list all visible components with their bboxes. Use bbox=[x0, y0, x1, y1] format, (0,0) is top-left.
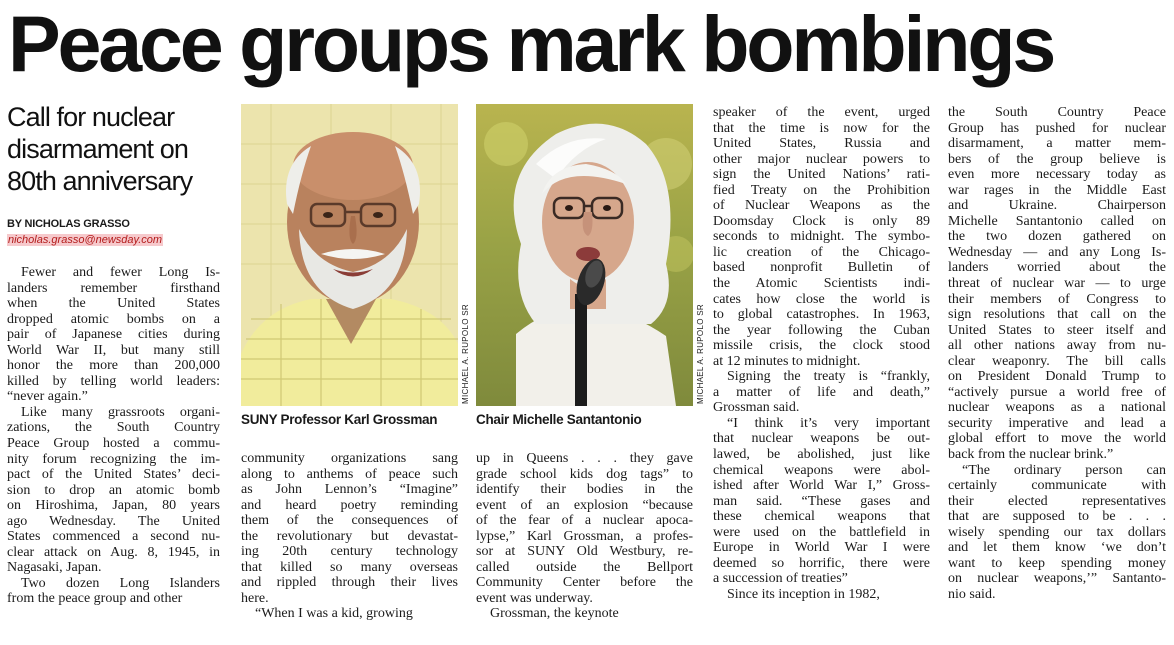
article-line: on Hiroshima, Japan, 80 years bbox=[7, 498, 220, 514]
article-column-5 bbox=[948, 105, 1166, 603]
article-line: all other nations away from nu- bbox=[948, 338, 1166, 354]
article-line: threat of nuclear war — to urge bbox=[948, 276, 1166, 292]
article-line: Grossman, the keynote bbox=[490, 606, 619, 622]
article-line: on President Donald Trump to bbox=[948, 369, 1166, 385]
article-line: States commenced a second nu- bbox=[7, 529, 220, 545]
article-line: United States to steer itself and bbox=[948, 322, 1166, 338]
article-line: clear attack on Aug. 8, 1945, in bbox=[7, 544, 220, 560]
article-column-2 bbox=[241, 451, 458, 622]
article-line: Wednesday — and any Long Is- bbox=[948, 244, 1166, 260]
article-line: other major nuclear powers to bbox=[713, 151, 930, 167]
article-line: nity forum recognizing the im- bbox=[7, 451, 220, 467]
article-line: landers worried about the bbox=[948, 260, 1166, 276]
article-column-3 bbox=[476, 451, 693, 622]
article-line: honor the more than 200,000 bbox=[7, 358, 220, 374]
article-line: the two dozen gathered on bbox=[948, 229, 1166, 245]
photo-credit: MICHAEL A. RUPOLO SR bbox=[696, 304, 705, 404]
article-line: “never again.” bbox=[7, 389, 88, 405]
article-line: ing 20th century technology bbox=[241, 544, 458, 560]
article-line: sign the United Nations’ rati- bbox=[713, 167, 930, 183]
article-line: even more necessary today as bbox=[948, 167, 1166, 183]
article-line: wisely spending our tax dollars bbox=[948, 524, 1166, 540]
article-line: as John Lennon’s “Imagine” bbox=[241, 482, 458, 498]
portrait-man-image bbox=[241, 104, 458, 406]
article-line: that the time is now for the bbox=[713, 120, 930, 136]
article-line: Fewer and fewer Long Is- bbox=[21, 265, 220, 280]
article-line: and rippled through their lives bbox=[241, 575, 458, 591]
article-column-4 bbox=[713, 105, 930, 603]
article-line: called outside the Bellport bbox=[476, 559, 693, 575]
article-line: speaker of the event, urged bbox=[713, 105, 930, 120]
article-line: that killed so many overseas bbox=[241, 559, 458, 575]
article-line: up in Queens . . . they gave bbox=[476, 451, 693, 466]
article-line: lypse,” Karl Grossman, a profes- bbox=[476, 528, 693, 544]
article-line: pair of Japanese cities during bbox=[7, 327, 220, 343]
article-line: seconds to midnight. The symbo- bbox=[713, 229, 930, 245]
photo-credit: MICHAEL A. RUPOLO SR bbox=[461, 304, 470, 404]
article-line: and let them know ‘we don’t bbox=[948, 540, 1166, 556]
article-line: that are supposed to be . . . bbox=[948, 509, 1166, 525]
article-line: global effort to move the world bbox=[948, 431, 1166, 447]
article-line: landers remember firsthand bbox=[7, 280, 220, 296]
article-line: event was underway. bbox=[476, 590, 593, 606]
article-line: Like many grassroots organi- bbox=[21, 404, 220, 420]
article-line: and heard poetry reminding bbox=[241, 497, 458, 513]
article-line: when the United States bbox=[7, 296, 220, 312]
article-line: Community Center before the bbox=[476, 575, 693, 591]
article-line: disarmament, a matter mem- bbox=[948, 136, 1166, 152]
headline: Peace groups mark bombings bbox=[8, 0, 1054, 88]
article-line: World War II, but many still bbox=[7, 342, 220, 358]
article-line: the South Country Peace bbox=[948, 105, 1166, 120]
article-line: clear weaponry. The bill calls bbox=[948, 353, 1166, 369]
photo-michelle-santantonio bbox=[476, 104, 693, 406]
article-line: nio said. bbox=[948, 586, 996, 602]
photo-karl-grossman bbox=[241, 104, 458, 406]
article-line: back from the nuclear brink.” bbox=[948, 447, 1114, 463]
article-line: Group has pushed for nuclear bbox=[948, 120, 1166, 136]
byline: BY NICHOLAS GRASSO bbox=[7, 218, 130, 230]
article-line: sign resolutions that call on the bbox=[948, 307, 1166, 323]
article-line: here. bbox=[241, 590, 269, 606]
article-line: sor at SUNY Old Westbury, re- bbox=[476, 544, 693, 560]
article-line: certainly communicate with bbox=[948, 478, 1166, 494]
article-line: “actively pursue a world free of bbox=[948, 384, 1166, 400]
article-line: Michelle Santantonio called on bbox=[948, 213, 1166, 229]
article-line: were used on the battlefield in bbox=[713, 524, 930, 540]
article-line: that nuclear weapons be out- bbox=[713, 431, 930, 447]
article-line: pact of the United States’ deci- bbox=[7, 467, 220, 483]
article-line: at 12 minutes to midnight. bbox=[713, 353, 861, 369]
article-line: the year following the Cuban bbox=[713, 322, 930, 338]
article-line: “When I was a kid, growing bbox=[255, 606, 413, 622]
article-line: man said. “These gases and bbox=[713, 493, 930, 509]
article-line: on nuclear weapons,’” Santanto- bbox=[948, 571, 1166, 587]
article-line: fied Treaty on the Prohibition bbox=[713, 182, 930, 198]
article-line: the revolutionary but devastat- bbox=[241, 528, 458, 544]
article-line: of the fear of a nuclear apoca- bbox=[476, 513, 693, 529]
article-line: Peace Group hosted a commu- bbox=[7, 436, 220, 452]
article-line: war rages in the Middle East bbox=[948, 182, 1166, 198]
article-line: Signing the treaty is “frankly, bbox=[727, 369, 930, 385]
article-line: of Nuclear Weapons as the bbox=[713, 198, 930, 214]
deck-line: Call for nuclear bbox=[7, 102, 175, 132]
article-line: Grossman said. bbox=[713, 400, 800, 416]
article-line: Doomsday Clock is only 89 bbox=[713, 213, 930, 229]
article-line: zations, the South Country bbox=[7, 420, 220, 436]
article-line: cates how close the world is bbox=[713, 291, 930, 307]
photo-caption: SUNY Professor Karl Grossman bbox=[241, 412, 438, 427]
article-line: community organizations sang bbox=[241, 451, 458, 466]
article-line: deemed so horrific, there were bbox=[713, 555, 930, 571]
article-line: missile crisis, the clock stood bbox=[713, 338, 930, 354]
article-line: Europe in World War I were bbox=[713, 540, 930, 556]
article-line: ago Wednesday. The United bbox=[7, 513, 220, 529]
article-line: lic creation of the Chicago- bbox=[713, 244, 930, 260]
article-line: their members of Congress to bbox=[948, 291, 1166, 307]
article-line: nuclear weapons as a national bbox=[948, 400, 1166, 416]
article-line: the Atomic Scientists indi- bbox=[713, 276, 930, 292]
deck-line: disarmament on bbox=[7, 134, 188, 164]
article-line: chemical weapons were abol- bbox=[713, 462, 930, 478]
article-line: their elected representatives bbox=[948, 493, 1166, 509]
article-line: event of an explosion “because bbox=[476, 497, 693, 513]
portrait-woman-image bbox=[476, 104, 693, 406]
article-line: United States, Russia and bbox=[713, 136, 930, 152]
article-line: a matter of life and death,” bbox=[713, 384, 930, 400]
article-line: killed by telling world leaders: bbox=[7, 373, 220, 389]
article-line: lawed, be abolished, just like bbox=[713, 447, 930, 463]
article-line: dropped atomic bombs on a bbox=[7, 311, 220, 327]
article-line: a succession of treaties” bbox=[713, 571, 848, 587]
author-email-link[interactable]: nicholas.grasso@newsday.com bbox=[8, 234, 163, 246]
article-line: bers of the group believe is bbox=[948, 151, 1166, 167]
article-line: sion to drop an atomic bomb bbox=[7, 482, 220, 498]
article-column-1 bbox=[7, 265, 220, 607]
article-line: from the peace group and other bbox=[7, 591, 183, 607]
article-line: “I think it’s very important bbox=[727, 415, 930, 431]
article-line: security imperative and lead a bbox=[948, 415, 1166, 431]
deck-line: 80th anniversary bbox=[7, 166, 193, 196]
article-line: ished after World War I,” Gross- bbox=[713, 478, 930, 494]
article-line: based nonprofit Bulletin of bbox=[713, 260, 930, 276]
article-line: grade school kids dog tags” to bbox=[476, 466, 693, 482]
photo-caption: Chair Michelle Santantonio bbox=[476, 412, 642, 427]
article-line: them of the consequences of bbox=[241, 513, 458, 529]
article-line: want to keep spending money bbox=[948, 555, 1166, 571]
deck bbox=[7, 101, 232, 197]
article-line: to global catastrophes. In 1963, bbox=[713, 307, 930, 323]
article-line: Since its inception in 1982, bbox=[727, 586, 880, 602]
article-line: “The ordinary person can bbox=[962, 462, 1166, 478]
article-line: Two dozen Long Islanders bbox=[21, 575, 220, 591]
article-line: Nagasaki, Japan. bbox=[7, 560, 102, 576]
article-line: and Ukraine. Chairperson bbox=[948, 198, 1166, 214]
article-line: along to anthems of peace such bbox=[241, 466, 458, 482]
article-line: identify their bodies in the bbox=[476, 482, 693, 498]
article-line: these chemical weapons that bbox=[713, 509, 930, 525]
